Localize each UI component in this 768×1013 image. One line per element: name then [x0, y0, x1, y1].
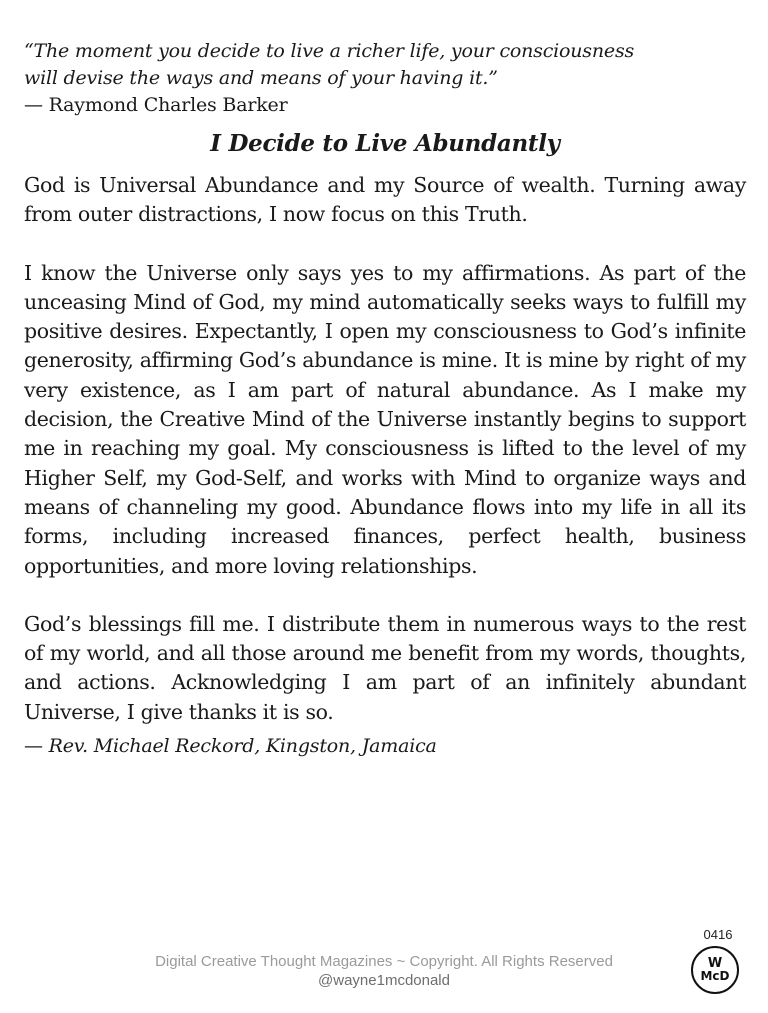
logo-line-1: W: [707, 956, 723, 971]
quote-line-2: will devise the ways and means of your having it.”: [24, 67, 498, 89]
article: [24, 38, 746, 760]
paragraph-3: God’s blessings fill me. I distribute them in numerous ways to the rest of my world, and all those around me benefit from my words, thoughts, and actions. Acknowledging I am part of an infinitely abundant Universe, I give thanks it is so.: [24, 611, 746, 724]
page-number: 0416: [703, 927, 733, 942]
article-title: I Decide to Live Abundantly: [210, 130, 560, 157]
wmcd-logo: [691, 946, 739, 994]
opening-quote: [24, 38, 746, 92]
author-signature: — Rev. Michael Reckord, Kingston, Jamaica: [24, 735, 437, 758]
paragraph-1: God is Universal Abundance and my Source of wealth. Turning away from outer distractions, I now focus on this Truth.: [24, 173, 746, 227]
quote-line-1: “The moment you decide to live a richer life, your consciousness: [24, 40, 635, 62]
quote-author: — Raymond Charles Barker: [24, 94, 288, 116]
social-handle-link[interactable]: @wayne1mcdonald: [318, 972, 450, 989]
copyright-notice: Digital Creative Thought Magazines ~ Copyright. All Rights Reserved: [155, 953, 613, 970]
article-body: [24, 171, 746, 727]
paragraph-2: I know the Universe only says yes to my affirmations. As part of the unceasing Mind of God, my mind automatically seeks ways to fulfill my positive desires. Expectantly, I open my consciousness to God’s infinite generosity, affirming God’s abundance is mine. It is mine by right of my very existence, as I am part of natural abundance. As I make my decision, the Creative Mind of the Universe instantly begins to support me in reaching my goal. My consciousness is lifted to the level of my Higher Self, my God-Self, and works with Mind to organize ways and means of channeling my good. Abundance flows into my life in all its forms, including increased finances, perfect health, business opportunities, and more loving relationships.: [24, 260, 746, 578]
footer: [0, 952, 768, 990]
logo-line-2: McD: [700, 969, 730, 983]
